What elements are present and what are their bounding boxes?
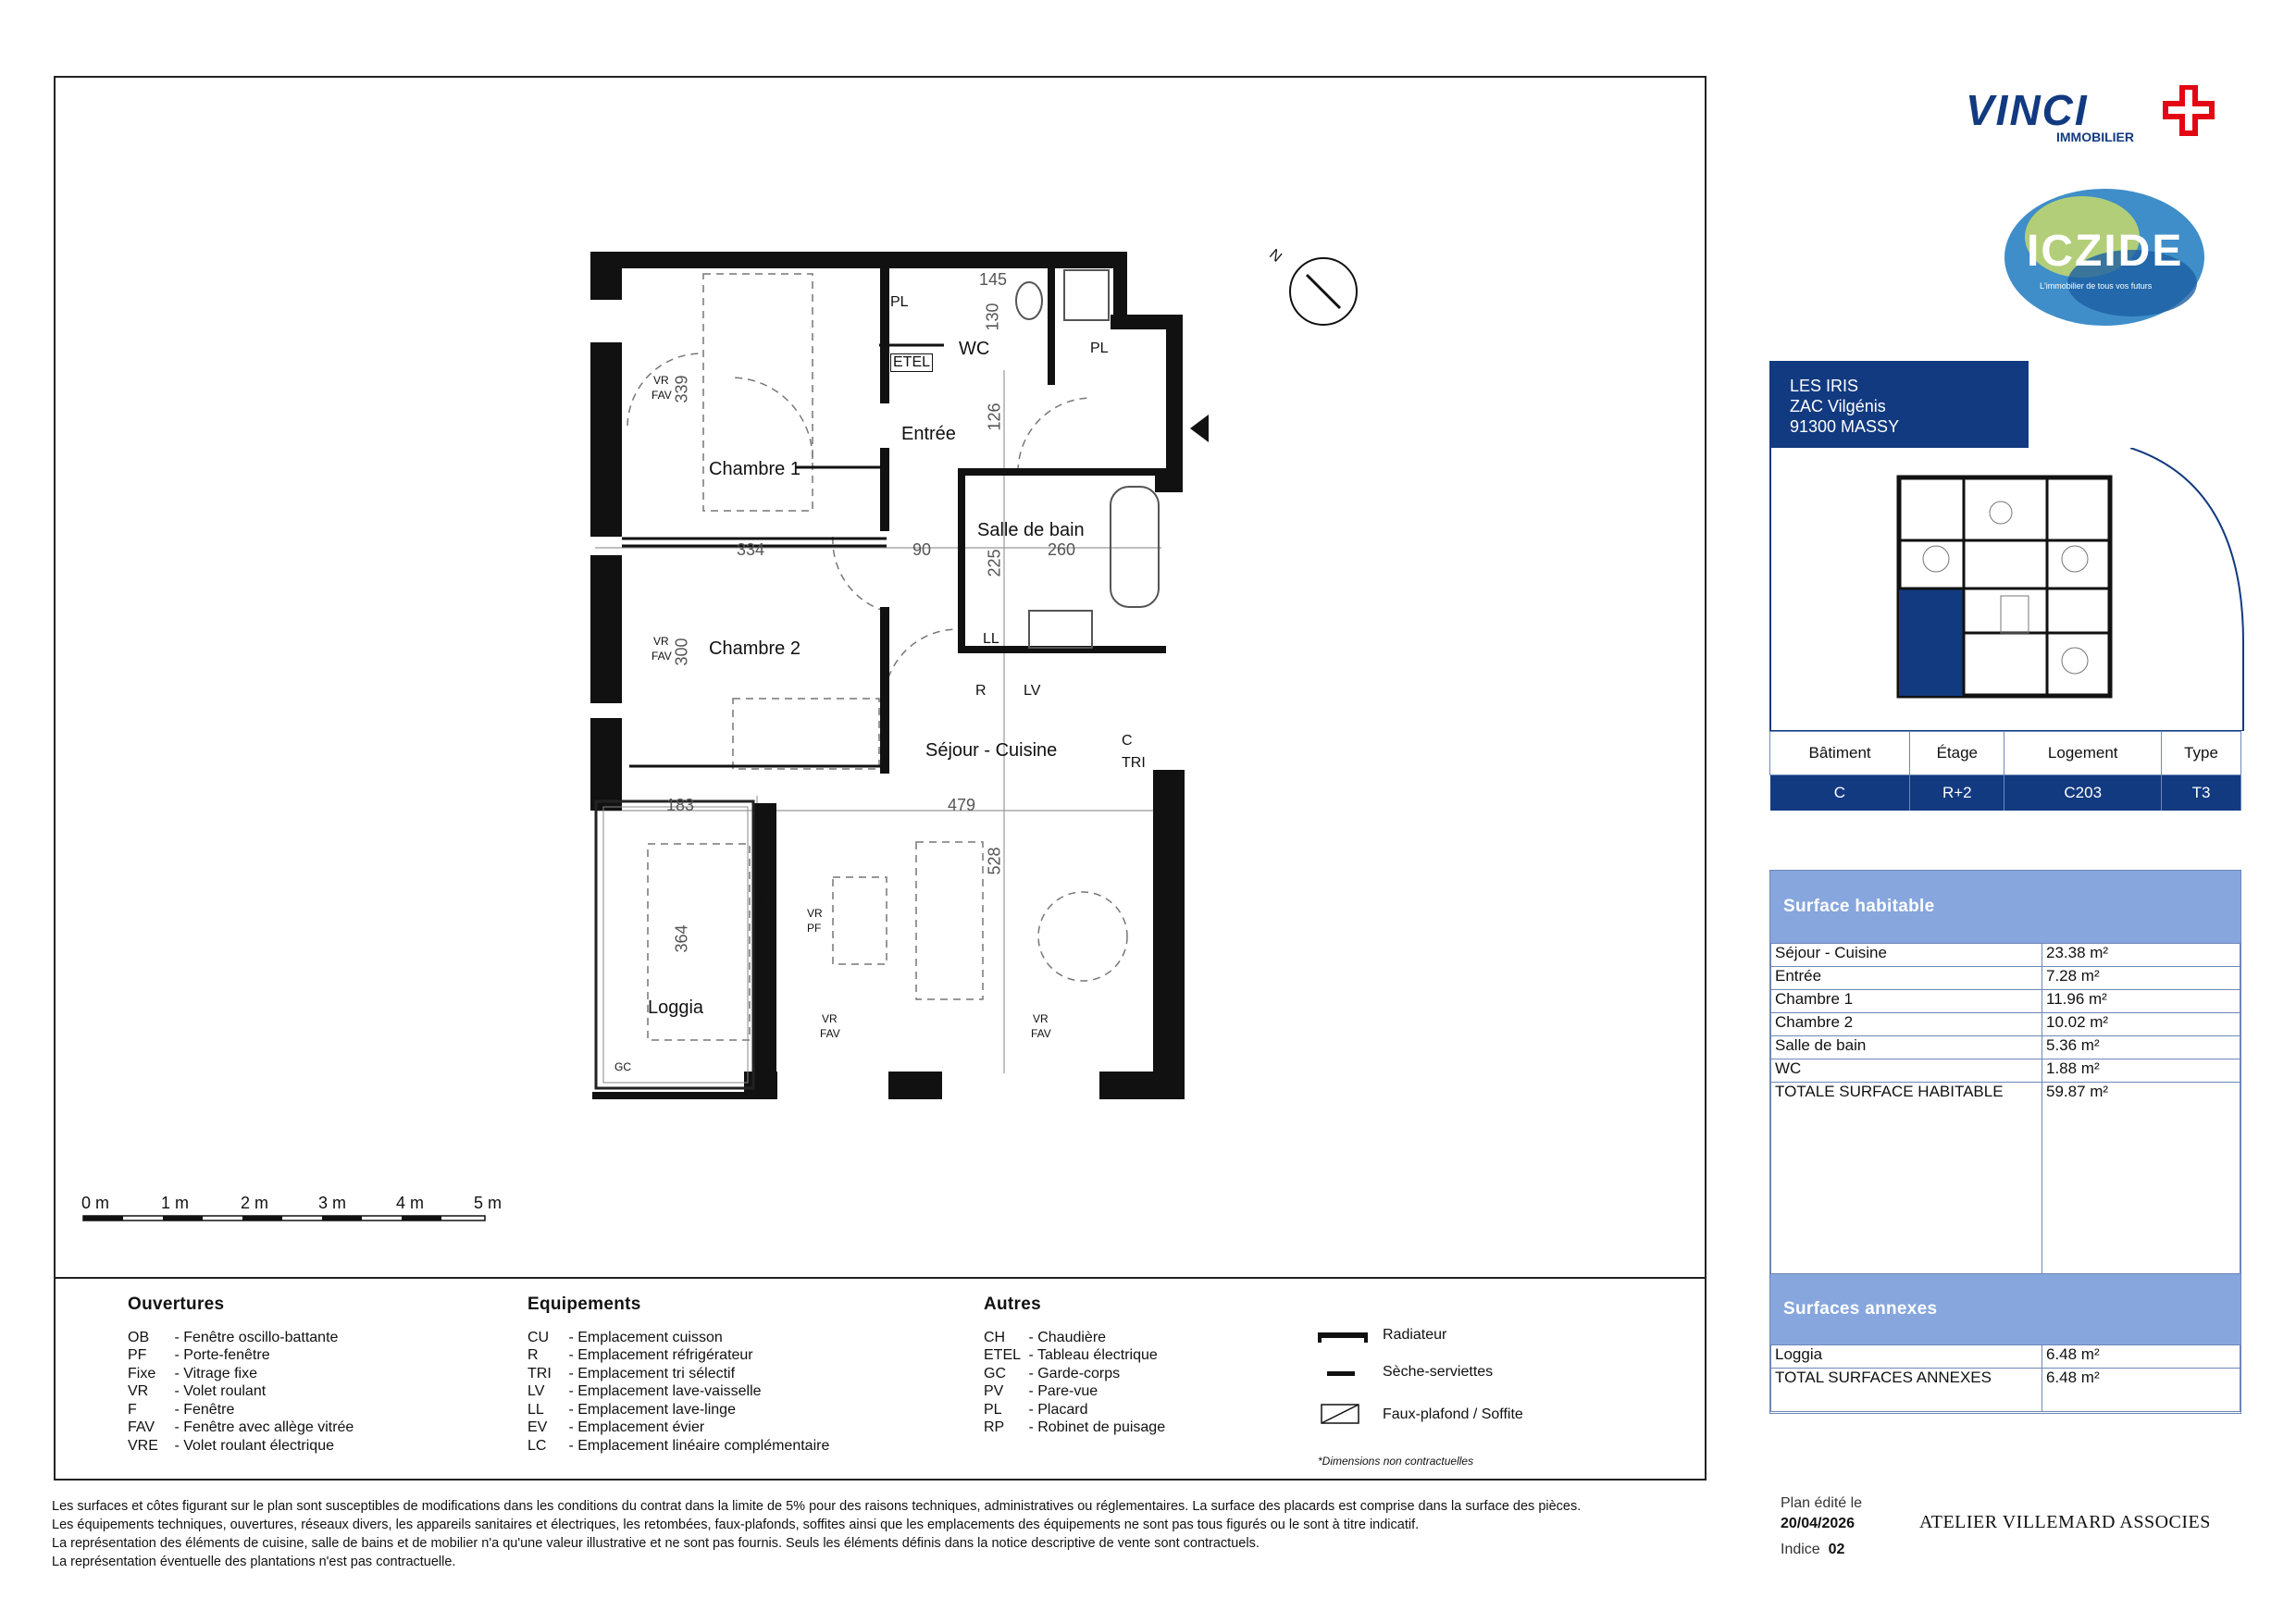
key-plan bbox=[1769, 448, 2245, 731]
scale-1: 1 m bbox=[161, 1194, 190, 1212]
label-pl2: PL bbox=[1090, 341, 1109, 356]
label-gc: GC bbox=[614, 1060, 631, 1073]
surface-habitable-table bbox=[1770, 943, 2240, 1274]
toilet bbox=[1016, 282, 1042, 319]
label-vr-s1: VR bbox=[822, 1012, 838, 1025]
dim-260: 260 bbox=[1048, 540, 1076, 559]
label-loggia: Loggia bbox=[648, 997, 704, 1018]
legend-row: LC - Emplacement linéaire complémentaire bbox=[527, 1437, 830, 1454]
address-line3: 91300 MASSY bbox=[1790, 417, 1900, 436]
dim-90: 90 bbox=[912, 540, 932, 559]
edited-date: 20/04/2026 bbox=[1781, 1516, 1855, 1531]
address-line2: ZAC Vilgénis bbox=[1790, 397, 1886, 415]
label-pf-loggia: PF bbox=[807, 922, 822, 935]
label-lv: LV bbox=[1024, 683, 1041, 699]
legend-row: GC - Garde-corps bbox=[984, 1365, 1121, 1381]
label-wc: WC bbox=[959, 339, 990, 359]
label-tri: TRI bbox=[1122, 755, 1146, 771]
lot-header-etage: Étage bbox=[1910, 732, 2004, 775]
legend-note: *Dimensions non contractuelles bbox=[1318, 1455, 1474, 1468]
legend-symbols bbox=[1314, 1323, 1388, 1434]
label-sdb: Salle de bain bbox=[977, 520, 1085, 540]
lot-value-batiment: C bbox=[1770, 775, 1910, 812]
program-logo: ICZIDE L'immobilier de tous vos futurs bbox=[2003, 181, 2206, 329]
legend-seche: Sèche-serviettes bbox=[1383, 1364, 1494, 1380]
legend-row: RP - Robinet de puisage bbox=[984, 1419, 1166, 1435]
shower-tray bbox=[1064, 270, 1109, 320]
label-sejour: Séjour - Cuisine bbox=[925, 740, 1058, 761]
table-row: WC 1.88 m² bbox=[1771, 1059, 2240, 1083]
label-entree: Entrée bbox=[901, 424, 956, 444]
scale-3: 3 m bbox=[318, 1194, 347, 1212]
legend-row: PF - Porte-fenêtre bbox=[128, 1347, 270, 1363]
legend-row: CH - Chaudière bbox=[984, 1329, 1107, 1345]
lot-value-type: T3 bbox=[2162, 775, 2241, 812]
label-north: N bbox=[1266, 246, 1285, 266]
dim-225: 225 bbox=[985, 549, 1004, 577]
bed-chambre2 bbox=[733, 699, 879, 769]
legend-ouvertures bbox=[128, 1295, 354, 1455]
label-fav-c2: FAV bbox=[652, 650, 672, 663]
legend-autres bbox=[984, 1295, 1165, 1437]
address-line1: LES IRIS bbox=[1790, 377, 1859, 395]
label-c: C bbox=[1122, 733, 1133, 749]
legend-row: EV - Emplacement évier bbox=[527, 1419, 705, 1435]
legend-radiateur: Radiateur bbox=[1383, 1327, 1447, 1343]
legend-ouvertures-title: Ouvertures bbox=[128, 1295, 225, 1314]
label-vr-c1: VR bbox=[653, 374, 669, 387]
label-fav-c1: FAV bbox=[652, 389, 672, 402]
dim-528: 528 bbox=[985, 847, 1004, 875]
lot-value-etage: R+2 bbox=[1910, 775, 2004, 812]
dim-130: 130 bbox=[983, 303, 1002, 331]
surfaces-annexes-title: Surfaces annexes bbox=[1770, 1274, 2240, 1344]
wall-north bbox=[590, 252, 1127, 268]
dim-479: 479 bbox=[948, 796, 976, 814]
surfaces-annexes-table bbox=[1770, 1344, 2240, 1412]
table-row: Loggia 6.48 m² bbox=[1771, 1345, 2240, 1369]
legend-row: R - Emplacement réfrigérateur bbox=[527, 1347, 753, 1363]
architect-name: ATELIER VILLEMARD ASSOCIES bbox=[1919, 1512, 2211, 1532]
label-fav-s1: FAV bbox=[820, 1027, 840, 1040]
entry-arrow bbox=[1190, 415, 1209, 442]
legend-row: PL - Placard bbox=[984, 1401, 1088, 1418]
label-pl1: PL bbox=[890, 294, 909, 310]
dim-334: 334 bbox=[737, 540, 765, 559]
legend-row: OB - Fenêtre oscillo-battante bbox=[128, 1329, 339, 1345]
scale-0: 0 m bbox=[81, 1194, 110, 1212]
table-row: Chambre 2 10.02 m² bbox=[1771, 1013, 2240, 1036]
lot-header-logement: Logement bbox=[2004, 732, 2162, 775]
coffee-table bbox=[833, 877, 887, 964]
table-row: Chambre 1 11.96 m² bbox=[1771, 990, 2240, 1013]
table-row-total: TOTAL SURFACES ANNEXES 6.48 m² bbox=[1771, 1369, 2240, 1412]
label-r: R bbox=[975, 683, 987, 699]
legend-row: FAV - Fenêtre avec allège vitrée bbox=[128, 1419, 354, 1435]
table-row: Entrée 7.28 m² bbox=[1771, 967, 2240, 990]
vinci-plus-icon bbox=[2162, 85, 2217, 141]
lot-table bbox=[1769, 731, 2241, 811]
dim-183: 183 bbox=[666, 796, 695, 814]
table-row: Salle de bain 5.36 m² bbox=[1771, 1036, 2240, 1059]
legend-faux: Faux-plafond / Soffite bbox=[1383, 1406, 1523, 1422]
legend-row: Fixe - Vitrage fixe bbox=[128, 1365, 257, 1381]
label-vr-c2: VR bbox=[653, 635, 669, 648]
scale-bar bbox=[81, 1194, 503, 1221]
footer-edit bbox=[1781, 1493, 1862, 1560]
dim-145: 145 bbox=[979, 270, 1008, 289]
address-box bbox=[1769, 361, 2029, 448]
label-seuil: SEUIL <15cm bbox=[754, 894, 768, 962]
legend-row: VR - Volet roulant bbox=[128, 1383, 267, 1399]
label-ll: LL bbox=[983, 631, 999, 647]
sofa bbox=[916, 842, 983, 999]
surfaces-box bbox=[1769, 870, 2241, 1414]
legend-equipements-title: Equipements bbox=[527, 1295, 641, 1314]
dim-364: 364 bbox=[672, 924, 691, 953]
dim-339: 339 bbox=[672, 375, 691, 403]
legend-row: LV - Emplacement lave-vaisselle bbox=[527, 1383, 762, 1399]
scale-2: 2 m bbox=[241, 1194, 269, 1212]
edited-label: Plan édité le bbox=[1781, 1495, 1863, 1511]
label-chambre2: Chambre 2 bbox=[709, 638, 800, 659]
dim-126: 126 bbox=[985, 403, 1004, 431]
label-vr-loggia: VR bbox=[807, 907, 823, 920]
legend-row: TRI - Emplacement tri sélectif bbox=[527, 1365, 736, 1381]
dim-300: 300 bbox=[672, 638, 691, 666]
table-row-total: TOTALE SURFACE HABITABLE 59.87 m² bbox=[1771, 1083, 2240, 1274]
label-fav-s2: FAV bbox=[1031, 1027, 1051, 1040]
table-row: Séjour - Cuisine 23.38 m² bbox=[1771, 944, 2240, 967]
legend-row: LL - Emplacement lave-linge bbox=[527, 1401, 736, 1418]
scale-4: 4 m bbox=[396, 1194, 425, 1212]
lot-value-logement: C203 bbox=[2004, 775, 2162, 812]
disclaimer: Les surfaces et côtes figurant sur le plan sont susceptibles de modifications dans les conditions du contrat dans la limite de 5% pour des raisons techniques, administratives ou réglementaires. La surface des placards est comprise dans la surface des pièces. Les équipements techniques, ouvertures, réseaux divers, les appareils sanitaires et électriques, les retombées, faux-plafonds, soffites ainsi que les emplacements des équipements ne sont pas tous figurés ou le sont à titre indicatif. La représentation des éléments de cuisine, salle de bains et de mobilier n'a qu'une valeur illustrative et ne sont pas fournis. Seuls les éléments définis dans la notice descriptive de vente sont contractuels. La représentation éventuelle des plantations n'est pas contractuelle. bbox=[52, 1499, 1582, 1569]
lot-header-batiment: Bâtiment bbox=[1770, 732, 1910, 775]
vinci-logo: VINCI IMMOBILIER bbox=[1966, 85, 2225, 150]
legend-row: CU - Emplacement cuisson bbox=[527, 1329, 723, 1345]
legend-row: VRE - Volet roulant électrique bbox=[128, 1437, 334, 1454]
legend-autres-title: Autres bbox=[984, 1295, 1041, 1314]
label-etel: ETEL bbox=[890, 353, 933, 372]
legend-equipements bbox=[527, 1295, 829, 1455]
indice-value: 02 bbox=[1828, 1542, 1845, 1557]
indice-label: Indice bbox=[1781, 1542, 1820, 1557]
dining-table bbox=[1038, 892, 1127, 981]
label-vr-s2: VR bbox=[1033, 1012, 1049, 1025]
lot-header-type: Type bbox=[2162, 732, 2241, 775]
surface-habitable-title: Surface habitable bbox=[1770, 871, 2240, 943]
legend-row: ETEL - Tableau électrique bbox=[984, 1347, 1158, 1363]
legend-row: PV - Pare-vue bbox=[984, 1383, 1098, 1399]
label-chambre1: Chambre 1 bbox=[709, 459, 800, 479]
scale-5: 5 m bbox=[474, 1194, 503, 1212]
legend-row: F - Fenêtre bbox=[128, 1401, 235, 1418]
washbasin bbox=[1029, 611, 1092, 648]
bathtub bbox=[1111, 487, 1159, 607]
